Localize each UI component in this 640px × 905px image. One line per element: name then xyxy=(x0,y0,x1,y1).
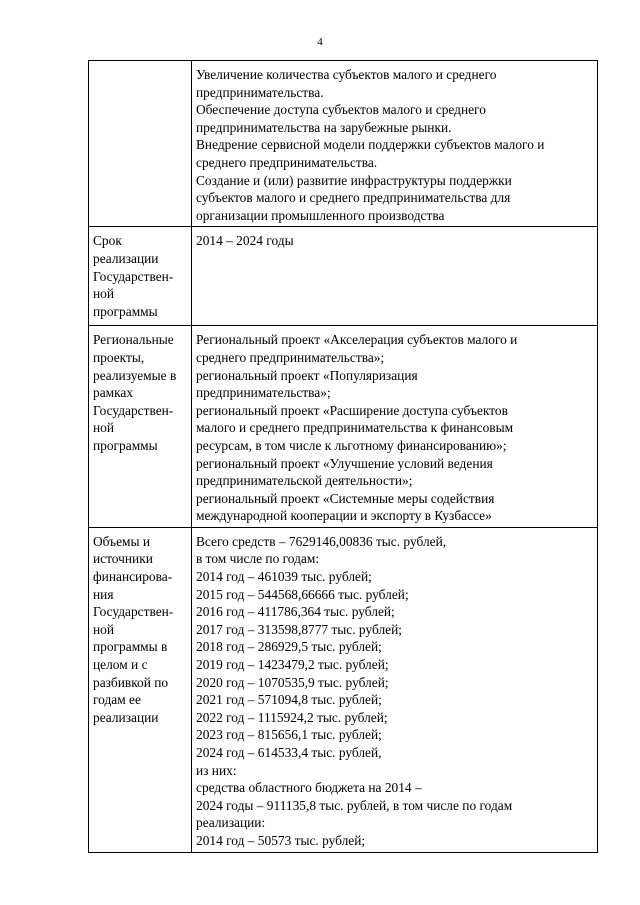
label-line: программы xyxy=(93,437,158,453)
content-line: 2021 год – 571094,8 тыс. рублей; xyxy=(196,692,382,708)
label-line: разбивкой по xyxy=(93,674,169,690)
content-line: реализации: xyxy=(196,815,266,831)
row-content-cell xyxy=(192,326,598,528)
label-line: Региональные xyxy=(93,332,174,348)
content-line: 2018 год – 286929,5 тыс. рублей; xyxy=(196,639,382,655)
content-line: 2014 – 2024 годы xyxy=(196,233,294,249)
row-label-cell xyxy=(89,326,192,528)
content-line: среднего предпринимательства. xyxy=(196,154,378,170)
label-line: ной xyxy=(93,286,115,302)
label-line: ния xyxy=(93,586,114,602)
content-line: 2019 год – 1423479,2 тыс. рублей; xyxy=(196,657,389,673)
content-line: региональный проект «Системные меры содействия xyxy=(196,490,495,506)
content-line: региональный проект «Улучшение условий ведения xyxy=(196,455,493,471)
content-line: 2014 год – 50573 тыс. рублей; xyxy=(196,832,366,848)
label-line: финансирова- xyxy=(93,569,173,585)
label-line: рамках xyxy=(93,385,134,401)
content-line: малого и среднего предпринимательства к финансовым xyxy=(196,420,514,436)
row-content-cell xyxy=(192,61,598,227)
content-line: 2014 год – 461039 тыс. рублей; xyxy=(196,569,372,585)
content-line: из них: xyxy=(196,762,237,778)
content-line: Всего средств – 7629146,00836 тыс. рублей, xyxy=(196,533,447,549)
content-line: 2017 год – 313598,8777 тыс. рублей; xyxy=(196,621,402,637)
content-line: в том числе по годам: xyxy=(196,551,320,567)
label-line: Срок xyxy=(93,233,122,249)
content-line: 2022 год – 1115924,2 тыс. рублей; xyxy=(196,709,388,725)
content-line: субъектов малого и среднего предпринимательства для xyxy=(196,190,511,206)
content-line: 2024 годы – 911135,8 тыс. рублей, в том числе по годам xyxy=(196,797,513,813)
content-line: средства областного бюджета на 2014 – xyxy=(196,780,422,796)
row-label-cell xyxy=(89,527,192,852)
content-line: региональный проект «Расширение доступа субъектов xyxy=(196,402,508,418)
content-line: 2020 год – 1070535,9 тыс. рублей; xyxy=(196,674,389,690)
content-line: предпринимательства»; xyxy=(196,385,331,401)
content-line: Создание и (или) развитие инфраструктуры поддержки xyxy=(196,172,512,188)
label-line: Объемы и xyxy=(93,533,151,549)
content-line: организации промышленного производства xyxy=(196,207,445,223)
row-content-cell xyxy=(192,527,598,852)
label-line: реализуемые в xyxy=(93,367,177,383)
label-line: источники xyxy=(93,551,153,567)
row-content-cell xyxy=(192,227,598,326)
program-passport-table xyxy=(88,60,598,853)
label-line: целом и с xyxy=(93,657,148,673)
content-line: ресурсам, в том числе к льготному финансированию»; xyxy=(196,437,507,453)
label-line: Государствен- xyxy=(93,268,174,284)
content-line: среднего предпринимательства»; xyxy=(196,349,385,365)
label-line: реализации xyxy=(93,250,159,266)
content-line: Увеличение количества субъектов малого и среднего xyxy=(196,67,497,82)
content-line: предпринимательства. xyxy=(196,84,324,100)
label-line: Государствен- xyxy=(93,402,174,418)
label-line: проекты, xyxy=(93,349,145,365)
label-line: программы в xyxy=(93,639,168,655)
content-line: международной кооперации и экспорту в Кузбассе» xyxy=(196,508,492,524)
content-line: 2024 год – 614533,4 тыс. рублей, xyxy=(196,745,382,760)
label-line: Государствен- xyxy=(93,604,174,620)
table-row xyxy=(89,227,598,326)
label-line: ной xyxy=(93,420,115,436)
content-line: предпринимательства на зарубежные рынки. xyxy=(196,119,452,135)
content-line: Внедрение сервисной модели поддержки субъектов малого и xyxy=(196,137,545,153)
label-line: программы xyxy=(93,303,158,319)
row-label-cell xyxy=(89,61,192,227)
page-number: 4 xyxy=(317,36,323,48)
content-line: 2015 год – 544568,66666 тыс. рублей; xyxy=(196,586,409,602)
table-row xyxy=(89,61,598,227)
content-line: 2016 год – 411786,364 тыс. рублей; xyxy=(196,604,395,620)
table-row xyxy=(89,527,598,852)
row-label-cell xyxy=(89,227,192,326)
content-line: Обеспечение доступа субъектов малого и среднего xyxy=(196,102,486,118)
label-line: ной xyxy=(93,621,115,637)
content-line: Региональный проект «Акселерация субъектов малого и xyxy=(196,332,518,348)
label-line: реализации xyxy=(93,709,159,725)
label-line: годам ее xyxy=(93,692,141,708)
content-line: 2023 год – 815656,1 тыс. рублей; xyxy=(196,727,382,743)
content-line: региональный проект «Популяризация xyxy=(196,367,418,383)
content-line: предпринимательской деятельности»; xyxy=(196,473,413,489)
table-row xyxy=(89,326,598,528)
